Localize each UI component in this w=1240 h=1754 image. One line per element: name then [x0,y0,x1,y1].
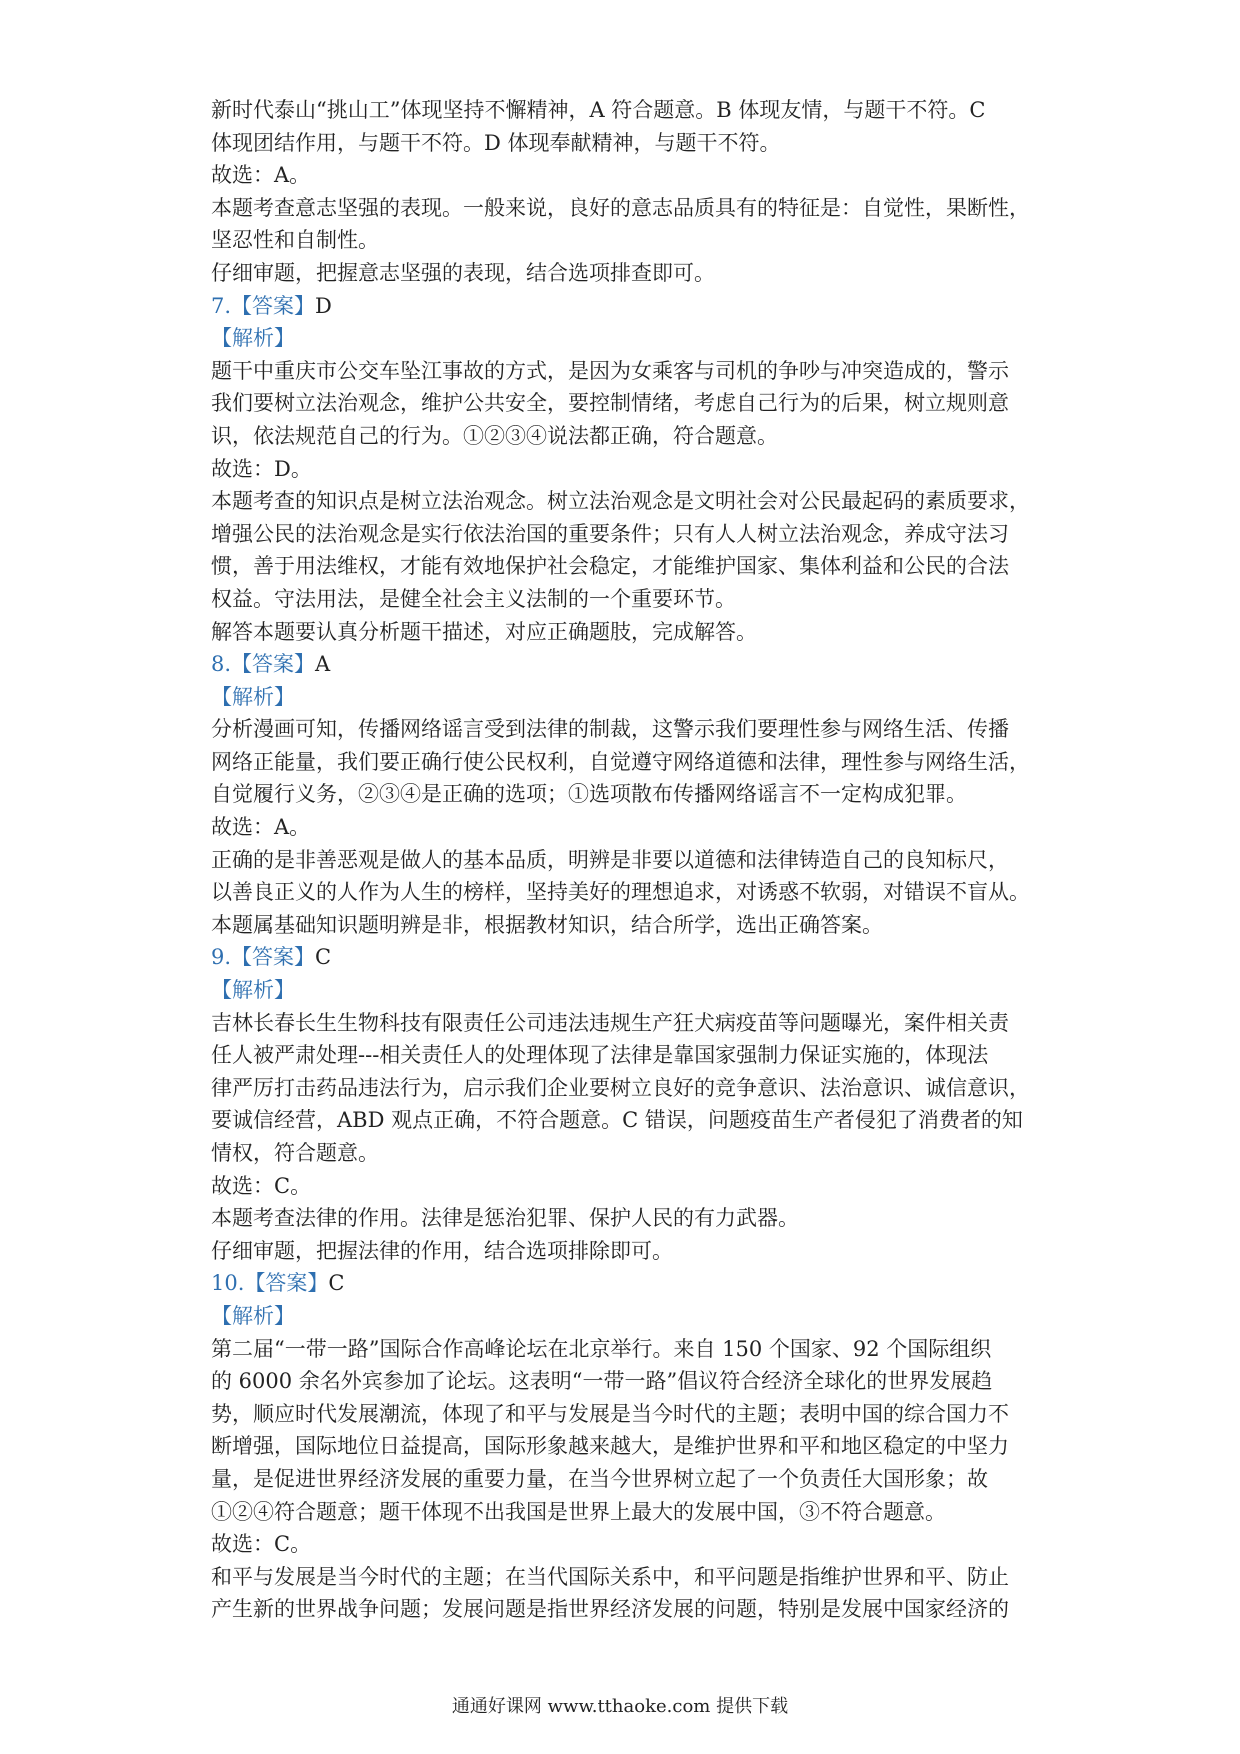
text-line: 势，顺应时代发展潮流，体现了和平与发展是当今时代的主题；表明中国的综合国力不 [211,1401,1009,1426]
page-footer: 通通好课网 www.tthaoke.com 提供下载 [451,1696,789,1717]
section-7 [211,290,1041,649]
answer-tag: 【答案】 [231,293,316,318]
text-line: 坚忍性和自制性。 [211,228,379,253]
question-number: 8. [211,652,232,677]
text-line: 本题考查意志坚强的表现。一般来说，良好的意志品质具有的特征是：自觉性，果断性， [211,195,1030,220]
text-line: 故选：C。 [211,1532,312,1557]
text-line: 故选：A。 [211,163,311,188]
answer-heading [211,1267,1041,1300]
analysis-tag: 【解析】 [211,978,295,1003]
text-line: 要诚信经营，ABD 观点正确，不符合题意。C 错误，问题疫苗生产者侵犯了消费者的知 [211,1108,1023,1133]
analysis-tag: 【解析】 [211,684,295,709]
text-line: 新时代泰山“挑山工”体现坚持不懈精神，A 符合题意。B 体现友情，与题干不符。C [211,98,986,122]
text-line: 惯，善于用法维权，才能有效地保护社会稳定，才能维护国家、集体利益和公民的合法 [211,554,1009,579]
text-line: 故选：C。 [211,1173,312,1198]
document-body [211,94,1041,1626]
text-line: 我们要树立法治观念，维护公共安全，要控制情绪，考虑自己行为的后果，树立规则意 [211,391,1009,416]
text-line: 题干中重庆市公交车坠江事故的方式，是因为女乘客与司机的争吵与冲突造成的，警示 [211,358,1009,383]
text-line: 识，依法规范自己的行为。①②③④说法都正确，符合题意。 [211,423,778,448]
text-line: 的 6000 余名外宾参加了论坛。这表明“一带一路”倡议符合经济全球化的世界发展趋 [211,1369,993,1394]
text-line: 律严厉打击药品违法行为，启示我们企业要树立良好的竞争意识、法治意识、诚信意识， [211,1075,1030,1100]
text-line: 权益。守法用法，是健全社会主义法制的一个重要环节。 [211,586,736,611]
text-line: 仔细审题，把握意志坚强的表现，结合选项排查即可。 [211,260,715,285]
answer-value: C [315,945,332,970]
text-line: 第二届“一带一路”国际合作高峰论坛在北京举行。来自 150 个国家、92 个国际组织 [211,1336,992,1361]
text-line: 自觉履行义务，②③④是正确的选项；①选项散布传播网络谣言不一定构成犯罪。 [211,782,967,807]
section-8 [211,648,1041,941]
text-line: ①②④符合题意；题干体现不出我国是世界上最大的发展中国，③不符合题意。 [211,1499,946,1524]
answer-tag: 【答案】 [244,1271,329,1296]
text-line: 正确的是非善恶观是做人的基本品质，明辨是非要以道德和法律铸造自己的良知标尺， [211,847,1009,872]
analysis-tag: 【解析】 [211,1303,295,1328]
answer-heading [211,648,1041,681]
text-line: 本题考查的知识点是树立法治观念。树立法治观念是文明社会对公民最起码的素质要求， [211,489,1030,514]
text-line: 情权，符合题意。 [211,1141,379,1165]
question-number: 9. [211,945,232,970]
text-line: 和平与发展是当今时代的主题；在当代国际关系中，和平问题是指维护世界和平、防止 [211,1564,1009,1589]
text-line: 本题属基础知识题明辨是非，根据教材知识，结合所学，选出正确答案。 [211,912,883,937]
answer-value: C [328,1271,345,1296]
text-line: 本题考查法律的作用。法律是惩治犯罪、保护人民的有力武器。 [211,1206,799,1231]
analysis-tag: 【解析】 [211,326,295,351]
text-line: 增强公民的法治观念是实行依法治国的重要条件；只有人人树立法治观念，养成守法习 [211,521,1009,546]
text-line: 任人被严肃处理---相关责任人的处理体现了法律是靠国家强制力保证实施的，体现法 [211,1043,989,1068]
section-6 [211,94,1041,290]
answer-value: D [315,293,332,318]
section-10 [211,1267,1041,1626]
section-9 [211,941,1041,1267]
text-line: 以善良正义的人作为人生的榜样，坚持美好的理想追求，对诱惑不软弱，对错误不盲从。 [211,880,1030,905]
text-line: 产生新的世界战争问题；发展问题是指世界经济发展的问题，特别是发展中国家经济的 [211,1597,1009,1622]
answer-value: A [315,652,331,677]
text-line: 解答本题要认真分析题干描述，对应正确题肢，完成解答。 [211,619,757,644]
text-line: 断增强，国际地位日益提高，国际形象越来越大，是维护世界和平和地区稳定的中坚力 [211,1434,1009,1459]
text-line: 量，是促进世界经济发展的重要力量，在当今世界树立起了一个负责任大国形象；故 [211,1466,988,1491]
text-line: 体现团结作用，与题干不符。D 体现奉献精神，与题干不符。 [211,130,781,155]
question-number: 10. [211,1271,245,1296]
text-line: 网络正能量，我们要正确行使公民权利，自觉遵守网络道德和法律，理性参与网络生活， [211,749,1030,774]
question-number: 7. [211,293,232,318]
answer-tag: 【答案】 [231,652,316,677]
text-line: 吉林长春长生生物科技有限责任公司违法违规生产狂犬病疫苗等问题曝光，案件相关责 [211,1010,1009,1035]
answer-heading [211,941,1041,974]
text-line: 故选：A。 [211,815,311,840]
text-line: 故选：D。 [211,456,312,481]
text-line: 仔细审题，把握法律的作用，结合选项排除即可。 [211,1238,673,1263]
answer-tag: 【答案】 [231,945,316,970]
answer-heading [211,290,1041,323]
text-line: 分析漫画可知，传播网络谣言受到法律的制裁，这警示我们要理性参与网络生活、传播 [211,717,1009,742]
